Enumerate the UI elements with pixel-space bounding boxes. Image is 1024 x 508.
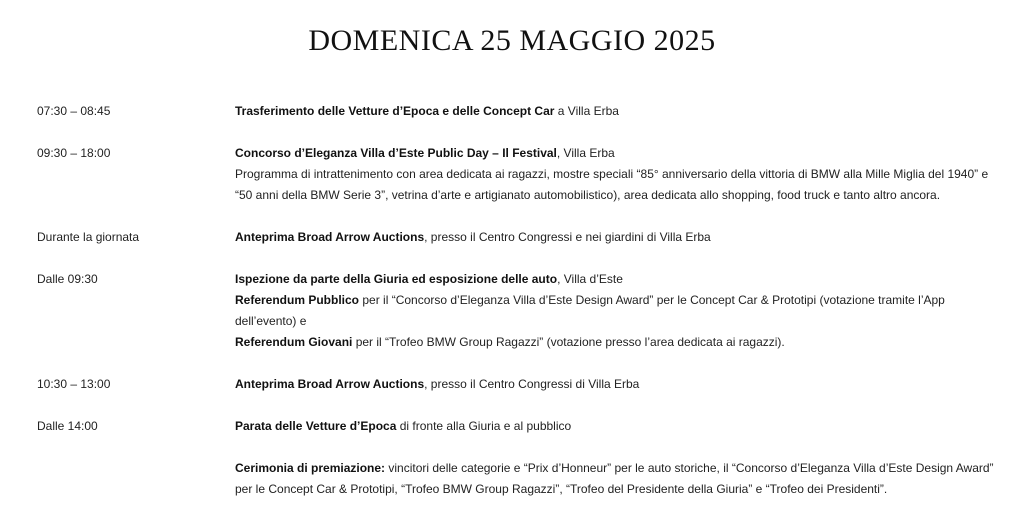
event-title: Referendum Giovani <box>235 335 353 349</box>
event-detail: a Villa Erba <box>554 104 619 118</box>
event-line <box>235 143 997 164</box>
event-title: Trasferimento delle Vetture d’Epoca e delle Concept Car <box>235 104 555 118</box>
event-time: Dalle 09:30 <box>37 272 98 286</box>
schedule-row <box>37 101 997 122</box>
event-detail: , presso il Centro Congressi di Villa Erba <box>424 377 640 391</box>
event-description <box>235 458 997 500</box>
schedule-row <box>37 416 997 437</box>
event-detail: , presso il Centro Congressi e nei giardini di Villa Erba <box>424 230 711 244</box>
event-line <box>235 101 997 122</box>
event-title: Anteprima Broad Arrow Auctions <box>235 377 425 391</box>
event-detail: di fronte alla Giuria e al pubblico <box>396 419 572 433</box>
event-time <box>37 458 235 500</box>
event-line <box>235 374 997 395</box>
schedule-row <box>37 374 997 395</box>
event-line <box>235 332 997 353</box>
event-title: Cerimonia di premiazione: <box>235 461 386 475</box>
schedule-row <box>37 143 997 206</box>
event-line <box>235 290 997 332</box>
schedule-row <box>37 269 997 353</box>
event-detail: per il “Trofeo BMW Group Ragazzi” (votazione presso l’area dedicata ai ragazzi). <box>352 335 785 349</box>
event-time: Durante la giornata <box>37 230 140 244</box>
event-time: 10:30 – 13:00 <box>37 377 111 391</box>
schedule-list <box>37 101 997 500</box>
event-description <box>235 143 997 206</box>
event-title: Concorso d’Eleganza Villa d’Este Public Day – Il Festival <box>235 146 557 160</box>
event-title: Anteprima Broad Arrow Auctions <box>235 230 425 244</box>
event-detail: Programma di intrattenimento con area dedicata ai ragazzi, mostre speciali “85° anniversario della vittoria di BMW alla Mille Miglia del 1940” e “50 anni della BMW Serie 3”, vetrina d’arte e artigianato automobilistico), area dedicata allo shopping, food truck e tanto altro ancora. <box>235 167 989 202</box>
event-line <box>235 269 997 290</box>
event-title: Referendum Pubblico <box>235 293 360 307</box>
event-line <box>235 164 997 206</box>
event-line <box>235 458 997 500</box>
schedule-row <box>37 227 997 248</box>
event-detail: , Villa Erba <box>556 146 615 160</box>
schedule-row <box>37 458 997 500</box>
event-detail: vincitori delle categorie e “Prix d’Honneur” per le auto storiche, il “Concorso d’Eleganza Villa d’Este Design Award” per le Concept Car & Prototipi, “Trofeo BMW Group Ragazzi”, “Trofeo del Presidente della Giuria” e “Trofeo dei Presidenti”. <box>235 461 994 496</box>
event-description <box>235 269 997 353</box>
event-title: Parata delle Vetture d’Epoca <box>235 419 397 433</box>
event-description <box>235 227 997 248</box>
event-description <box>235 374 997 395</box>
event-description <box>235 416 997 437</box>
event-title: Ispezione da parte della Giuria ed esposizione delle auto <box>235 272 558 286</box>
event-line <box>235 227 997 248</box>
event-time: 09:30 – 18:00 <box>37 146 111 160</box>
event-line <box>235 416 997 437</box>
event-time: Dalle 14:00 <box>37 419 98 433</box>
event-detail: per il “Concorso d’Eleganza Villa d’Este Design Award” per le Concept Car & Prototipi (votazione tramite l’App dell’evento) e <box>235 293 945 328</box>
event-description <box>235 101 997 122</box>
event-time: 07:30 – 08:45 <box>37 104 111 118</box>
page-title: DOMENICA 25 MAGGIO 2025 <box>308 24 716 57</box>
event-detail: , Villa d’Este <box>557 272 623 286</box>
